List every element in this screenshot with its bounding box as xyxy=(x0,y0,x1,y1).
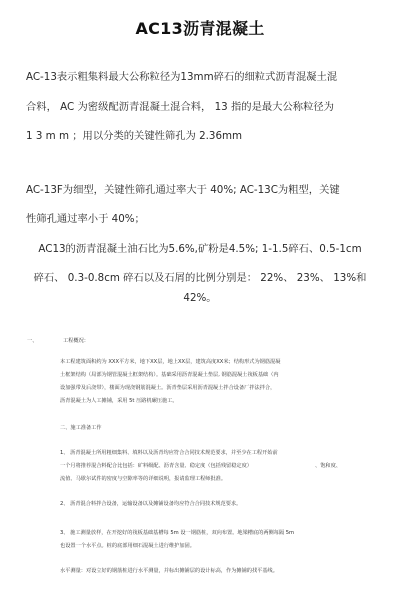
intro-line-3: 1 3 m m ；用以分类的关键性筛孔为 2.36mm xyxy=(26,130,243,142)
section1-heading: 工程概况： xyxy=(63,338,89,344)
ratio-line-1: AC13的沥青混凝土油石比为5.6%,矿粉是4.5%; 1-1.5碎石、0.5-1cm xyxy=(38,243,362,255)
section2-item1-line: 1、 沥青混凝土所用粗细集料、填料以及沥青均应符合合同技术规范要求，并至少在工程开始前 xyxy=(60,450,278,456)
section2-item1-line: 流值、马歇尔试件的密度与空隙率等的详细说明，报请监理工程师批准。 xyxy=(60,476,227,482)
section1-paragraph-line: 沥青混凝土为人工摊铺，采用 5t 压路机碾压施工。 xyxy=(60,398,178,404)
intro-line-2: 合料， AC 为密级配沥青混凝土混合料， 13 指的是最大公称粒径为 xyxy=(26,101,334,113)
section2-item3-line: 3、 施工测量放样，在开挖好的筏板基础基槽每 5m 设一钢筋桩，双向布置。地梁槽底的两侧每隔 5m xyxy=(60,530,295,536)
section1-number: 一、 xyxy=(27,338,38,344)
types-line-2: 性筛孔通过率小于 40%； xyxy=(26,213,145,225)
section2-heading: 二、施工准备工作 xyxy=(60,425,102,431)
section2-item2: 2、 沥青混合料拌合设备，运输设备以及摊铺设备均应符合合同技术规范要求。 xyxy=(60,501,242,507)
section1-paragraph-line: 土框架结构（局部为钢管混凝土框架结构）。基础采用沥青混凝土垫层, 钢筋混凝土筏板基础（内 xyxy=(60,372,279,378)
section2-item3-line: 也设置一个水平点。桩的底部用细石混凝土进行维护加固。 xyxy=(60,543,195,549)
section2-level-survey: 水平测量：对设立好的钢筋桩进行水平测量，并标出摊铺层的设计标高，作为摊铺的找平基线。 xyxy=(60,568,278,574)
ratio-line-3: 42%。 xyxy=(183,292,217,304)
intro-line-1: AC-13表示粗集料最大公称粒径为13mm碎石的细粒式沥青混凝土混 xyxy=(26,71,338,83)
ratio-line-2: 碎石、 0.3-0.8cm 碎石以及石屑的比例分别是： 22%、 23%、 13%和 xyxy=(33,272,367,284)
section2-item1-line: 一个月将推荐混合料配合比包括：矿料级配、沥青含量、稳定度（包括残留稳定度） xyxy=(60,463,252,469)
section1-paragraph-line: 设加强带及后浇带），楼面为现浇钢筋混凝土。沥青垫层采用沥青混凝土拌合设备厂拌法拌合， xyxy=(60,385,276,391)
document-title: AC13沥青混凝土 xyxy=(135,19,265,38)
types-line-1: AC-13F为细型，关键性筛孔通过率大于 40%; AC-13C为粗型，关键 xyxy=(26,184,340,196)
section2-item1-line: 、饱和度、 xyxy=(315,463,341,469)
section1-paragraph-line: 本工程建筑面积约为 XXX平方米，地下XX层，地上XX层，建筑高度XX米；结构形式为钢筋混凝 xyxy=(60,359,281,365)
